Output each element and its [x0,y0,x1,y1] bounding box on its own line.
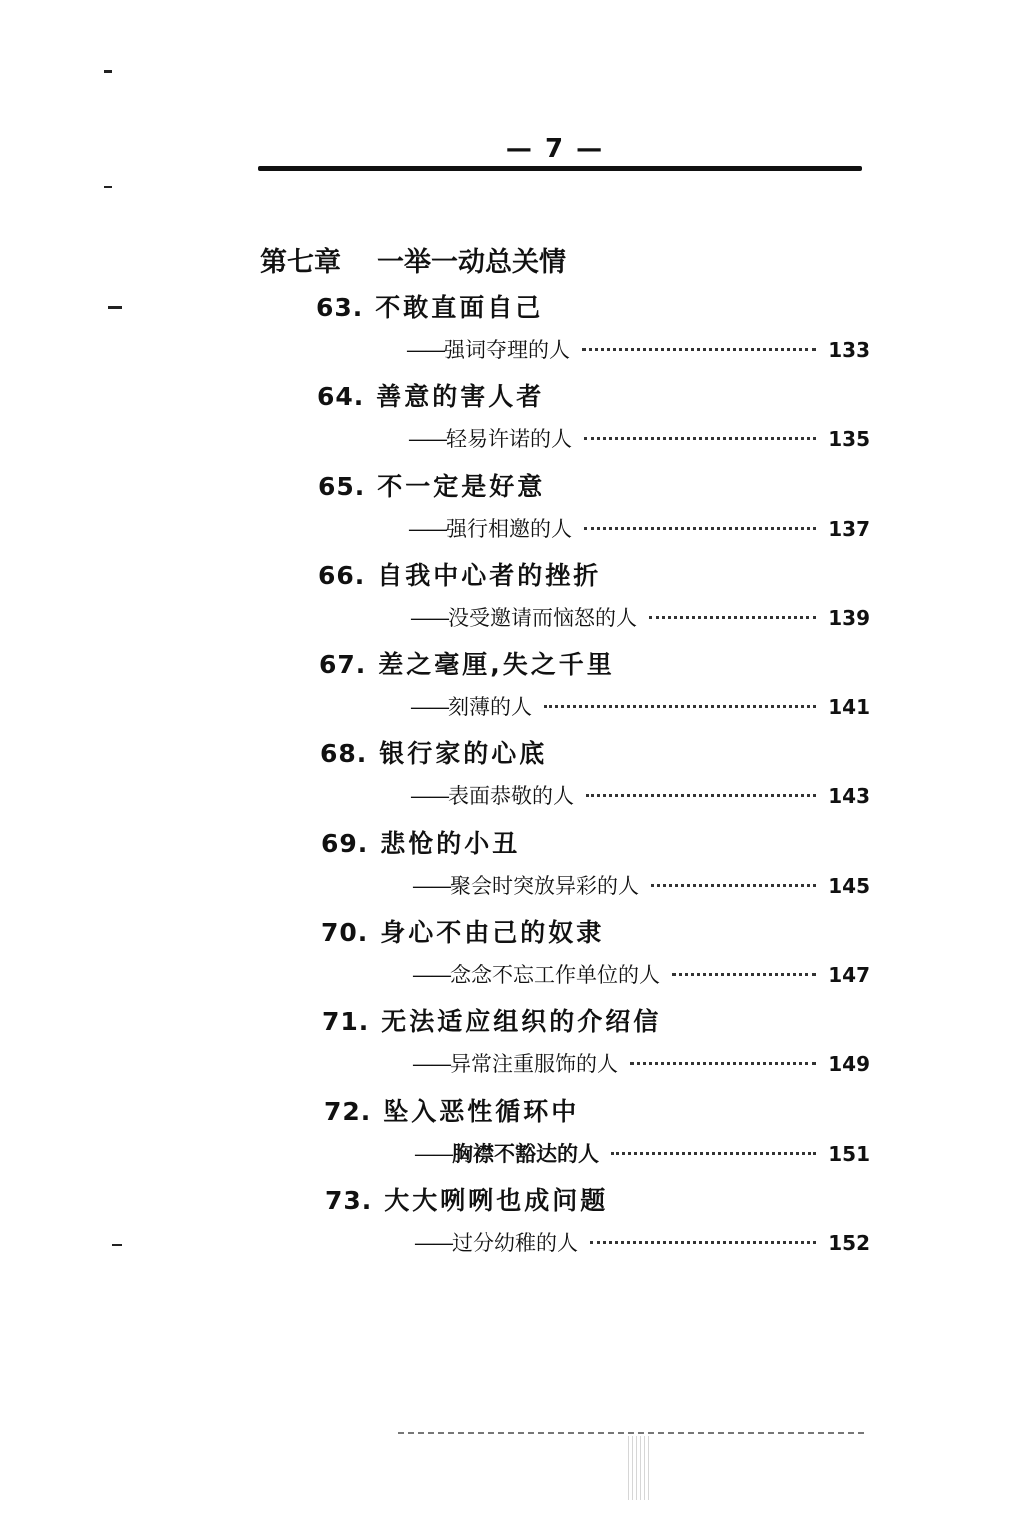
entry-number: 67. [319,650,367,680]
chapter-label: 第七章 [260,247,341,278]
footer-rule [398,1432,864,1434]
toc-entry [0,820,1032,909]
toc-entry [0,373,1032,462]
entry-number: 68. [320,739,368,769]
entry-page: 139 [828,605,870,630]
entry-title: 悲怆的小丑 [380,828,521,858]
dot-leader [651,884,816,887]
entry-page: 145 [828,873,870,898]
toc-entry [0,909,1032,998]
entry-number: 72. [324,1096,372,1126]
entry-page: 135 [828,427,870,452]
toc-entry [0,284,1032,373]
dot-leader [586,794,816,797]
em-dash: —— [410,605,448,630]
dot-leader [584,437,816,440]
entry-page: 137 [828,516,870,541]
entry-number: 65. [318,471,366,501]
entry-number: 63. [316,293,364,322]
em-dash: —— [412,1052,450,1077]
entry-subtitle: 强行相邀的人 [446,516,572,541]
entry-number: 64. [317,382,365,412]
entry-title: 身心不由己的奴隶 [380,918,605,948]
entry-page: 147 [828,963,870,988]
entry-title: 坠入恶性循环中 [383,1096,580,1126]
entry-title: 善意的害人者 [376,382,545,412]
em-dash: —— [414,1230,452,1255]
dot-leader [649,616,816,619]
header-rule [258,166,862,171]
toc-entry [0,641,1032,730]
entry-number: 66. [318,560,366,590]
entry-title: 无法适应组织的介绍信 [381,1007,662,1037]
page-number: — 7 — [505,134,605,164]
em-dash: —— [408,516,446,541]
toc-entry [0,998,1032,1087]
scan-mark [104,70,112,73]
dot-leader [590,1241,816,1244]
entry-page: 151 [828,1141,870,1166]
em-dash: —— [412,963,450,988]
toc-entry [0,552,1032,641]
dot-leader [544,705,816,708]
entry-subtitle: 表面恭敬的人 [448,784,574,809]
entry-title: 大大咧咧也成问题 [384,1185,609,1215]
em-dash: —— [406,338,444,362]
em-dash: —— [410,695,448,720]
entry-page: 152 [828,1230,870,1255]
toc-entry [0,1088,1032,1177]
entry-number: 69. [321,828,369,858]
entry-page: 133 [828,338,870,362]
entry-title: 银行家的心底 [379,739,548,769]
entry-number: 71. [322,1007,370,1037]
entry-title: 自我中心者的挫折 [377,560,602,590]
entry-number: 70. [321,918,369,948]
scan-mark [104,186,112,188]
chapter-heading [260,240,566,279]
dot-leader [611,1152,816,1155]
entry-page: 143 [828,784,870,809]
entry-number: 73. [325,1185,373,1215]
entry-title: 不敢直面自己 [375,293,544,322]
entry-subtitle: 念念不忘工作单位的人 [450,963,660,988]
em-dash: —— [410,784,448,809]
table-of-contents [0,284,1032,1266]
em-dash: —— [414,1141,452,1166]
entry-subtitle: 没受邀请而恼怒的人 [448,605,637,630]
em-dash: —— [408,427,446,452]
toc-entry [0,463,1032,552]
binding-gutter [628,1436,650,1500]
entry-subtitle: 胸襟不豁达的人 [452,1140,599,1166]
toc-entry [0,1177,1032,1266]
entry-subtitle: 刻薄的人 [448,695,532,720]
toc-entry [0,730,1032,819]
entry-subtitle: 过分幼稚的人 [452,1230,578,1255]
dot-leader [584,527,816,530]
dot-leader [582,348,816,351]
entry-title: 不一定是好意 [377,471,546,501]
entry-page: 141 [828,695,870,720]
entry-subtitle: 轻易许诺的人 [446,427,572,452]
chapter-title: 一举一动总关情 [377,247,566,278]
entry-subtitle: 强词夺理的人 [444,338,570,362]
entry-page: 149 [828,1052,870,1077]
entry-subtitle: 异常注重服饰的人 [450,1052,618,1077]
dot-leader [630,1062,816,1065]
em-dash: —— [412,873,450,898]
dot-leader [672,973,816,976]
entry-subtitle: 聚会时突放异彩的人 [450,873,639,898]
entry-title: 差之毫厘,失之千里 [378,650,615,680]
